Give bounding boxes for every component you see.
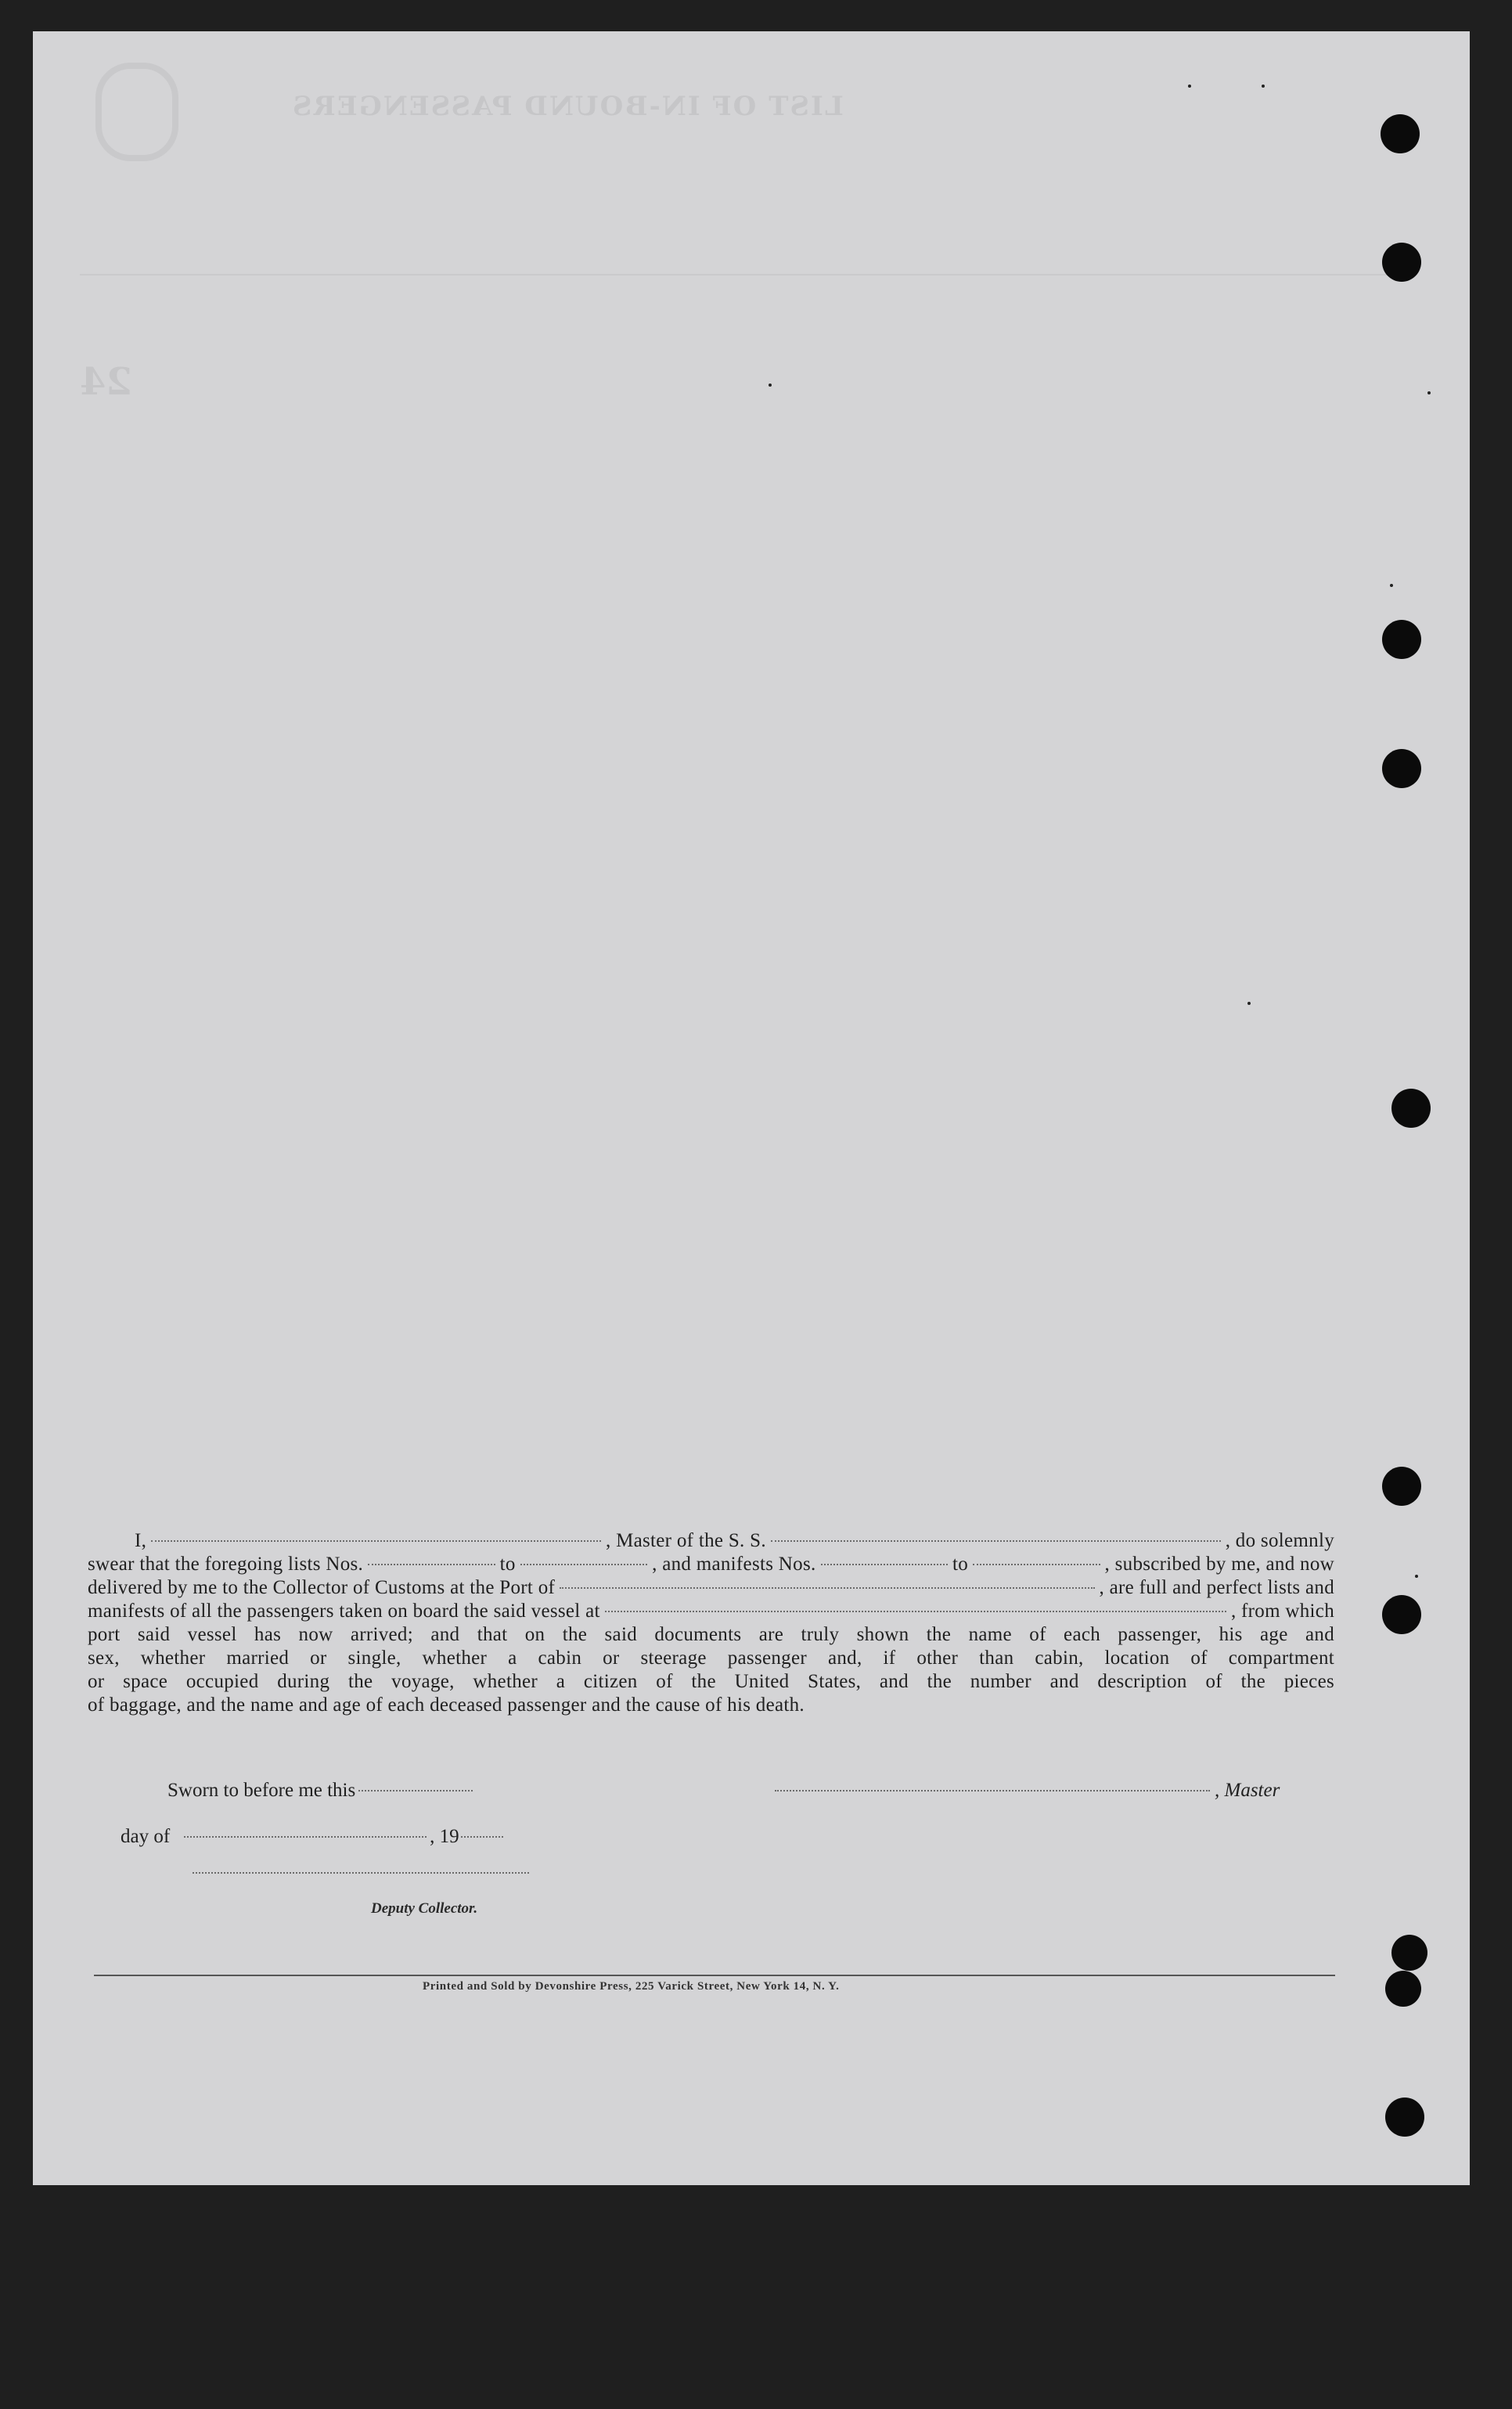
punch-hole [1391,1935,1427,1971]
punch-hole [1391,1089,1431,1128]
punch-hole [1382,1467,1421,1506]
speck [1390,584,1393,587]
day-of-text: day of [121,1826,171,1847]
manifests-from-field[interactable] [821,1564,948,1565]
day-of-line [121,1826,503,1848]
oath-line-3 [88,1576,1334,1600]
port-field[interactable] [560,1587,1094,1589]
oath-manifests-all: manifests of all the passengers taken on board the said vessel at [88,1601,600,1622]
deputy-signature-field[interactable] [193,1872,529,1874]
masters-oath [88,1529,1334,1717]
punch-hole [1382,1595,1421,1634]
deputy-signature-line [193,1877,529,1878]
lists-from-field[interactable] [368,1564,495,1565]
sworn-day-field[interactable] [358,1790,473,1791]
master-label: , Master [1215,1780,1280,1801]
oath-full-perfect: , are full and perfect lists and [1099,1577,1334,1598]
oath-line-6: sex, whether married or single, whether a cabin or steerage passenger and, if other than cabin, location of compartment [88,1647,1334,1669]
oath-to-1: to [499,1554,516,1575]
month-field[interactable] [184,1836,427,1838]
oath-and-manifests: , and manifests Nos. [652,1554,816,1575]
sworn-text: Sworn to before me this [167,1780,356,1801]
oath-line-7: or space occupied during the voyage, whether a citizen of the United States, and the number and description of the pieces [88,1671,1334,1692]
sworn-line [167,1780,473,1802]
footer-rule [94,1975,1335,1976]
embarkation-port-field[interactable] [605,1611,1226,1612]
oath-swear-lists: swear that the foregoing lists Nos. [88,1554,364,1575]
oath-to-2: to [952,1554,969,1575]
punch-hole [1385,2098,1424,2137]
punch-hole [1382,243,1421,282]
oath-intro: I, [135,1530,147,1551]
punch-hole [1382,620,1421,659]
bleed-through-number: 24 [80,360,132,404]
form-sheet [33,31,1470,2185]
oath-line-4 [88,1600,1334,1623]
punch-hole [1385,1971,1421,2007]
speck [1427,391,1431,394]
speck [1415,1575,1418,1578]
speck [1247,1002,1251,1005]
oath-master-of: , Master of the S. S. [605,1530,766,1551]
vessel-name-field[interactable] [771,1540,1221,1542]
oath-line-1 [88,1529,1334,1553]
oath-line-8: of baggage, and the name and age of each deceased passenger and the cause of his death. [88,1694,805,1716]
speck [1188,85,1191,88]
oath-do-solemnly: , do solemnly [1225,1530,1334,1551]
deputy-collector-label: Deputy Collector. [371,1900,478,1917]
printer-imprint: Printed and Sold by Devonshire Press, 225 Varick Street, New York 14, N. Y. [423,1980,840,1993]
bleed-through-header: LIST OF IN-BOUND PASSENGERS [291,91,844,122]
oath-delivered: delivered by me to the Collector of Customs at the Port of [88,1577,556,1598]
punch-hole [1382,749,1421,788]
oath-from-which: , from which [1230,1601,1334,1622]
master-signature-line [775,1780,1280,1802]
punch-hole [1381,114,1420,153]
speck [769,383,772,387]
oath-subscribed: , subscribed by me, and now [1104,1554,1334,1575]
oath-line-5: port said vessel has now arrived; and that on the said documents are truly shown the name of each passenger, his age and [88,1624,1334,1645]
bleed-through-rule [80,274,1410,275]
bleed-through-stamp [95,63,178,161]
lists-to-field[interactable] [520,1564,647,1565]
oath-line-2 [88,1553,1334,1576]
year-prefix: , 19 [430,1826,459,1847]
speck [1262,85,1265,88]
year-field[interactable] [461,1836,503,1838]
manifests-to-field[interactable] [973,1564,1100,1565]
master-name-field[interactable] [151,1540,601,1542]
master-signature-field[interactable] [775,1790,1210,1791]
